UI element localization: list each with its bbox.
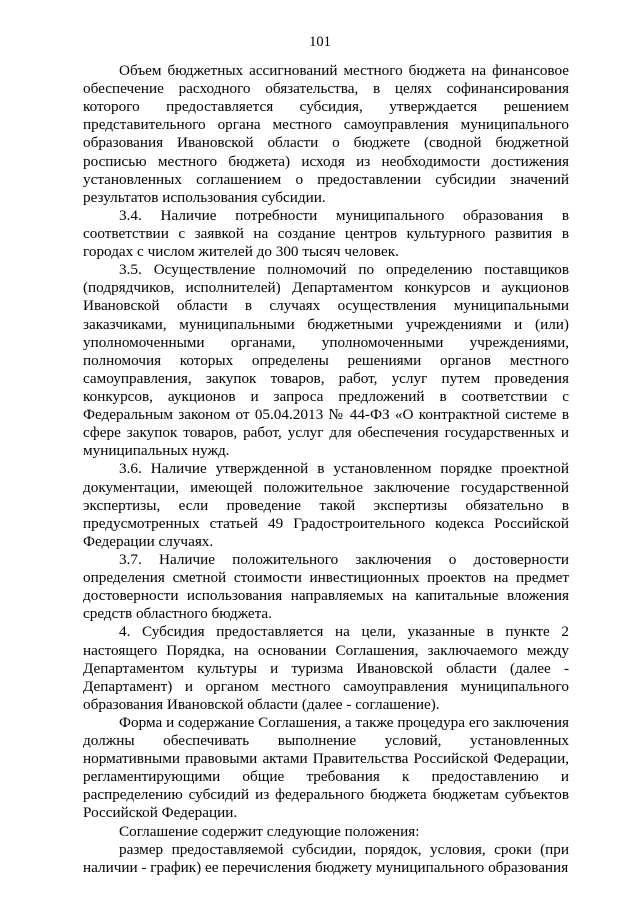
paragraph-agreement-form: Форма и содержание Соглашения, а также процедура его заключения должны обеспечивать выполнение условий, установленных нормативными правовыми актами Правительства Российской Федерации, регламентирующими общие требования к предоставлению и распределению субсидий из федерального бюджета бюджетам субъектов Российской Федерации. [83,713,569,822]
page-number: 101 [309,34,331,50]
paragraph-3-6: 3.6. Наличие утвержденной в установленном порядке проектной документации, имеющей положительное заключение государственной экспертизы, если проведение такой экспертизы обязательно в предусмотренных статьей 49 Градостроительного кодекса Российской Федерации случаях. [83,460,569,550]
paragraph-subsidy-size: размер предоставляемой субсидии, порядок, условия, сроки (при наличии - график) ее перечисления бюджету муниципального образования [83,840,569,876]
paragraph-3-5: 3.5. Осуществление полномочий по определению поставщиков (подрядчиков, исполнителей) Департаментом конкурсов и аукционов Ивановской области в случаях осуществления муниципальными заказчиками, муниципальными бюджетными учреждениями и (или) уполномоченными органами, уполномоченными учреждениями, полномочия которых определены решениями органов местного самоуправления, закупок товаров, работ, услуг путем проведения конкурсов, аукционов и запроса предложений в соответствии с Федеральным законом от 05.04.2013 № 44-ФЗ «О контрактной системе в сфере закупок товаров, работ, услуг для обеспечения государственных и муниципальных нужд. [83,261,569,460]
paragraph-3-7: 3.7. Наличие положительного заключения о достоверности определения сметной стоимости инвестиционных проектов на предмет достоверности использования направляемых на капитальные вложения средств областного бюджета. [83,550,569,623]
paragraph-4: 4. Субсидия предоставляется на цели, указанные в пункте 2 настоящего Порядка, на основании Соглашения, заключаемого между Департаментом культуры и туризма Ивановской области (далее - Департамент) и органом местного самоуправления муниципального образования Ивановской области (далее - соглашение). [83,623,569,713]
paragraph-3-4: 3.4. Наличие потребности муниципального образования в соответствии с заявкой на создание центров культурного развития в городах с числом жителей до 300 тысяч человек. [83,206,569,261]
paragraph-agreement-contents: Соглашение содержит следующие положения: [119,822,420,840]
paragraph-budget-allocations: Объем бюджетных ассигнований местного бюджета на финансовое обеспечение расходного обязательства, в целях софинансирования которого предоставляется субсидия, утверждается решением представительного органа местного самоуправления муниципального образования Ивановской области о бюджете (сводной бюджетной росписью местного бюджета) исходя из необходимости достижения установленных соглашением о предоставлении субсидии значений результатов использования субсидии. [83,62,569,206]
document-body [83,62,569,877]
